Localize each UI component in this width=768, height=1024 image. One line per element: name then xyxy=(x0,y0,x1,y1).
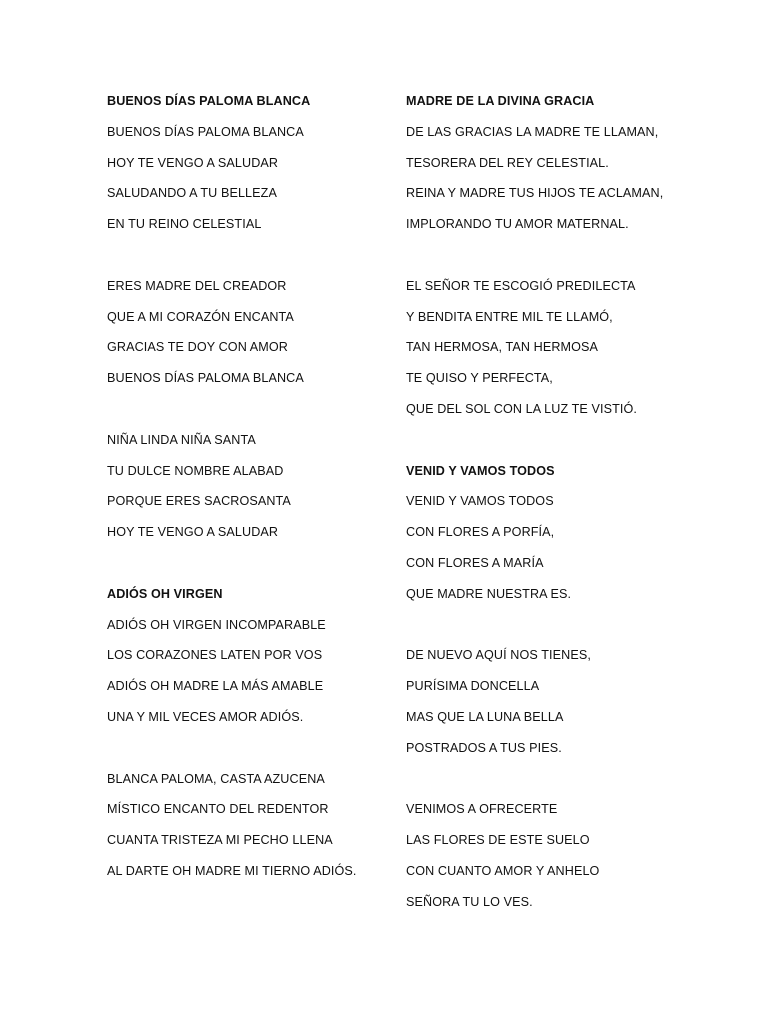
lyric-line: MÍSTICO ENCANTO DEL REDENTOR xyxy=(107,802,329,817)
lyric-line: TESORERA DEL REY CELESTIAL. xyxy=(406,155,609,170)
stanza-spacer xyxy=(406,770,706,801)
lyric-line: ADIÓS OH MADRE LA MÁS AMABLE xyxy=(107,679,324,694)
lyric-line: HOY TE VENGO A SALUDAR xyxy=(107,525,279,540)
stanza-spacer xyxy=(406,246,706,277)
lyric-line: QUE DEL SOL CON LA LUZ TE VISTIÓ. xyxy=(406,401,637,416)
lyric-line: BLANCA PALOMA, CASTA AZUCENA xyxy=(107,771,325,786)
lyric-line: ERES MADRE DEL CREADOR xyxy=(107,278,287,293)
right-lyrics-column xyxy=(406,92,706,924)
lyric-line: TE QUISO Y PERFECTA, xyxy=(406,371,553,386)
lyric-line: LOS CORAZONES LATEN POR VOS xyxy=(107,648,323,663)
lyric-line: PURÍSIMA DONCELLA xyxy=(406,679,540,694)
lyric-line: QUE A MI CORAZÓN ENCANTA xyxy=(107,309,294,324)
lyric-line: SALUDANDO A TU BELLEZA xyxy=(107,186,277,201)
lyric-line: EL SEÑOR TE ESCOGIÓ PREDILECTA xyxy=(406,278,636,293)
lyric-line: POSTRADOS A TUS PIES. xyxy=(406,740,562,755)
stanza-spacer xyxy=(406,616,706,647)
song-title: BUENOS DÍAS PALOMA BLANCA xyxy=(107,94,311,108)
lyric-line: ADIÓS OH VIRGEN INCOMPARABLE xyxy=(107,617,326,632)
lyric-line: HOY TE VENGO A SALUDAR xyxy=(107,155,279,170)
lyric-line: EN TU REINO CELESTIAL xyxy=(107,217,262,232)
stanza-spacer xyxy=(107,739,407,770)
lyric-line: LAS FLORES DE ESTE SUELO xyxy=(406,833,590,848)
stanza-spacer xyxy=(107,554,407,585)
lyric-line: MAS QUE LA LUNA BELLA xyxy=(406,709,564,724)
song-title: MADRE DE LA DIVINA GRACIA xyxy=(406,94,595,108)
lyric-line: CON CUANTO AMOR Y ANHELO xyxy=(406,863,600,878)
lyric-line: DE LAS GRACIAS LA MADRE TE LLAMAN, xyxy=(406,124,659,139)
lyric-line: CON FLORES A PORFÍA, xyxy=(406,525,555,540)
lyric-line: NIÑA LINDA NIÑA SANTA xyxy=(107,432,256,447)
song-title: VENID Y VAMOS TODOS xyxy=(406,463,555,478)
lyric-line: CUANTA TRISTEZA MI PECHO LLENA xyxy=(107,833,333,848)
lyric-line: TU DULCE NOMBRE ALABAD xyxy=(107,463,284,478)
lyric-line: UNA Y MIL VECES AMOR ADIÓS. xyxy=(107,709,304,724)
lyric-line: DE NUEVO AQUÍ NOS TIENES, xyxy=(406,648,591,663)
stanza-spacer xyxy=(107,400,407,431)
lyric-line: VENIMOS A OFRECERTE xyxy=(406,802,558,817)
lyric-line: IMPLORANDO TU AMOR MATERNAL. xyxy=(406,217,629,232)
lyric-line: Y BENDITA ENTRE MIL TE LLAMÓ, xyxy=(406,309,613,324)
lyric-line: PORQUE ERES SACROSANTA xyxy=(107,494,291,509)
left-lyrics-column xyxy=(107,92,407,893)
lyric-line: BUENOS DÍAS PALOMA BLANCA xyxy=(107,124,304,139)
lyric-line: AL DARTE OH MADRE MI TIERNO ADIÓS. xyxy=(107,863,357,878)
lyric-line: QUE MADRE NUESTRA ES. xyxy=(406,586,572,601)
lyric-line: GRACIAS TE DOY CON AMOR xyxy=(107,340,288,355)
lyric-line: BUENOS DÍAS PALOMA BLANCA xyxy=(107,371,304,386)
stanza-spacer xyxy=(406,431,706,462)
lyric-line: SEÑORA TU LO VES. xyxy=(406,894,533,909)
lyric-line: VENID Y VAMOS TODOS xyxy=(406,494,554,509)
lyric-line: CON FLORES A MARÍA xyxy=(406,555,544,570)
lyric-line: REINA Y MADRE TUS HIJOS TE ACLAMAN, xyxy=(406,186,664,201)
lyric-line: TAN HERMOSA, TAN HERMOSA xyxy=(406,340,599,355)
stanza-spacer xyxy=(107,246,407,277)
song-title: ADIÓS OH VIRGEN xyxy=(107,586,223,601)
